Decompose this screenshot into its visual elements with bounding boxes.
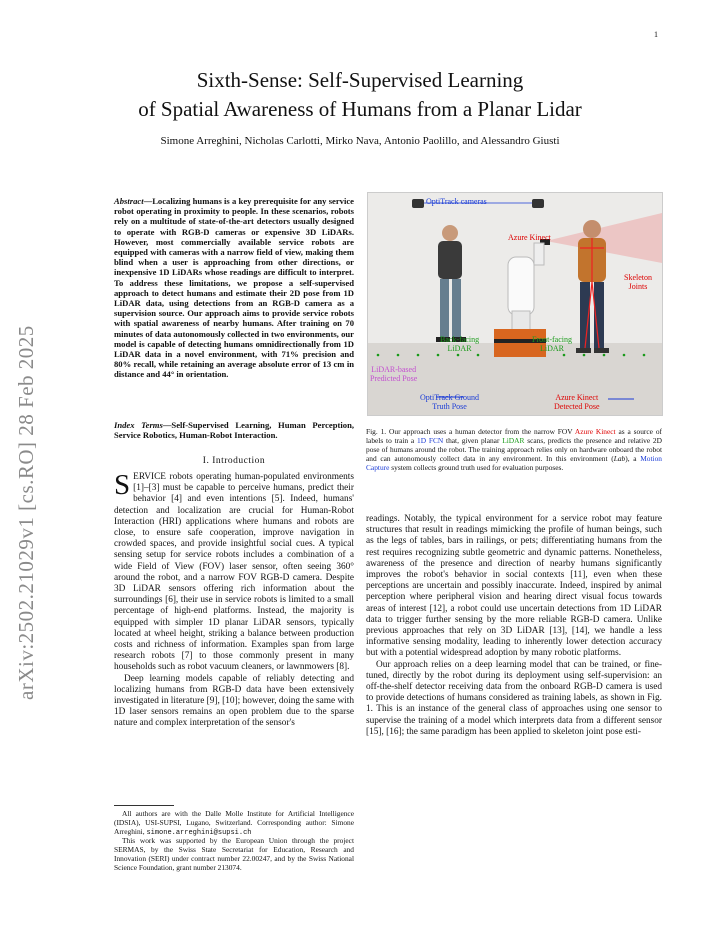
- footnote-funding: This work was supported by the European Union through the project SERMAS, by the Swiss State Secretariat for Education, Research and Innovation (SERI) under contract number 22.00247, and by the Swiss National Science Foundation, grant number 213074.: [114, 836, 354, 872]
- index-terms: [114, 420, 354, 440]
- section-heading: I. Introduction: [202, 456, 266, 466]
- title-line-1: Sixth-Sense: Self-Supervised Learning: [196, 68, 524, 92]
- right-paragraph-2: Our approach relies on a deep learning model that can be trained, or fine-tuned, directly by the robot during its deployment using self-supervision: an off-the-shelf detector receiving data from the onboard RGB-D camera is used to provide detections of humans considered as training labels, as shown in Fig. 1. This is an instance of the general class of approaches using one sensor to supervise the training of a model which interprets data from a different sensor [15], [16]; the same paradigm has been applied to skeleton joint pose esti-: [366, 659, 662, 737]
- intro-paragraph-2: Deep learning models capable of reliably detecting and localizing humans from RGB-D data have been extensively investigated in literature [9], [10]; however, doing the same with 1D laser sensors remains an open problem due to the sparse nature and complex interpretation of the sensor's: [114, 673, 354, 729]
- footnote-affiliation: All authors are with the Dalle Molle Institute for Artificial Intelligence (IDSIA), USI-SUPSI, Lugano, Switzerland. Corresponding author: Simone Arreghini,: [114, 809, 354, 836]
- abstract-text: —Localizing humans is a key prerequisite for any service robot operating in proximity to people. In these scenarios, robots rely on a multitude of state-of-the-art detectors usually designed to operate with RGB-D cameras or expensive 3D LiDARs. However, most commercially available service robots are equipped with cameras with a narrow field of view, making them blind when a user is approaching from other directions, or inexpensive 1D LiDARs whose readings are difficult to interpret. To address these limitations, we propose a self-supervised approach to detect humans and estimate their 2D pose from 1D LiDAR data, using detections from an RGB-D camera as a supervision source. Our approach aims to provide service robots with spatial awareness of nearby humans. After training on 70 minutes of data autonomously collected in two environments, our model is capable of detecting humans omnidirectionally from 1D LiDAR data in a novel environment, with 71% precision and 80% recall, while retaining an average absolute error of 13 cm in distance and 44° in orientation.: [114, 196, 354, 380]
- introduction-body: [114, 469, 354, 730]
- title-line-2: of Spatial Awareness of Humans from a Planar Lidar: [138, 97, 582, 121]
- label-optitrack-cameras: OptiTrack cameras: [426, 197, 487, 206]
- abstract-label: Abstract: [114, 196, 144, 206]
- label-optitrack-ground-truth: OptiTrack Ground Truth Pose: [420, 393, 480, 411]
- intro-paragraph-1: ERVICE robots operating human-populated environments [1]–[3] must be capable to perceive humans, predict their behavior [4] and even intentions [5]. Indeed, humans' detection and localization are crucial for Human-Robot Interaction (HRI) applications where humans and robots are close, to ensure safe cooperation, improve navigation in crowded spaces, and provide insightful social cues. A typical sensing setup for service robots includes a combination of a wide Field of View (FOV) laser sensor, often seeing 360° around the robot, and a narrow FOV RGB-D camera. Despite 3D LiDAR sensors offering rich information about the surroundings [6], their use in service robots is limited to a small percentage of high-end platforms. Instead, the majority is equipped with simpler 1D planar LiDAR sensors, typically located at wheel height, striking a balance between production costs and richness of information. Examples span from large research robots [7] to those commonly present in many households such as robot vacuum cleaners, or lawnmowers [8].: [114, 472, 354, 673]
- arxiv-stamp: arXiv:2502.21029v1 [cs.RO] 28 Feb 2025: [14, 325, 38, 700]
- right-paragraph-1: readings. Notably, the typical environment for a service robot may feature structures that result in readings mimicking the profile of human beings, such as the legs of tables, bars in railings, or pets; differentiating humans from the rest requires recognizing subtle geometric and dynamic patterns. Nonetheless, awareness of the presence and direction of nearby humans significantly improves the robot's behavior in social contexts [11], even when these perceptions are uncertain and possibly inaccurate. Indeed, inspired by animal perception where peripheral vision and hearing direct visual focus towards areas of interest [12], a robot could use uncertain detections from 1D LiDAR data to trigger further sensing by the more reliable RGB-D camera. Unlike previous approaches that rely on 3D LiDAR [13], [14], we handle a less informative sensing modality, leading to inherently lower detection accuracy but with a potential widespread adoption by many robotic platforms.: [366, 514, 662, 659]
- label-kinect-detected-pose: Azure Kinect Detected Pose: [554, 393, 600, 411]
- figure-1: [367, 192, 663, 416]
- page-number: 1: [654, 30, 658, 39]
- right-column-body: [366, 514, 662, 738]
- authors: Simone Arreghini, Nicholas Carlotti, Mirko Nava, Antonio Paolillo, and Alessandro Giusti: [160, 135, 560, 147]
- label-back-facing-lidar: Back-facing LiDAR: [440, 335, 480, 353]
- abstract: [114, 196, 354, 380]
- label-front-facing-lidar: Front-facing LiDAR: [532, 335, 572, 353]
- label-lidar-predicted-pose: LiDAR-based Predicted Pose: [370, 365, 418, 383]
- footnotes: [114, 810, 354, 873]
- index-terms-text: —Self-Supervised Learning, Human Perception, Service Robotics, Human-Robot Interaction.: [114, 420, 355, 441]
- label-azure-kinect: Azure Kinect: [508, 233, 551, 242]
- paper-title: [0, 66, 720, 124]
- drop-cap: S: [114, 469, 131, 501]
- footnote-rule: [114, 805, 174, 806]
- figure-1-caption: Fig. 1. Our approach uses a human detector from the narrow FOV Azure Kinect as a source of labels to train a 1D FCN that, given planar LiDAR scans, predicts the presence and relative 2D pose of humans around the robot. The training approach relies only on hardware onboard the robot and can autonomously collect data in any environment. In this environment (Lab), a Motion Capture system collects ground truth used for evaluation purposes.: [366, 427, 662, 472]
- footnote-email: simone.arreghini@supsi.ch: [146, 828, 252, 837]
- index-terms-label: Index Terms: [114, 420, 163, 430]
- label-skeleton-joints: Skeleton Joints: [624, 273, 652, 291]
